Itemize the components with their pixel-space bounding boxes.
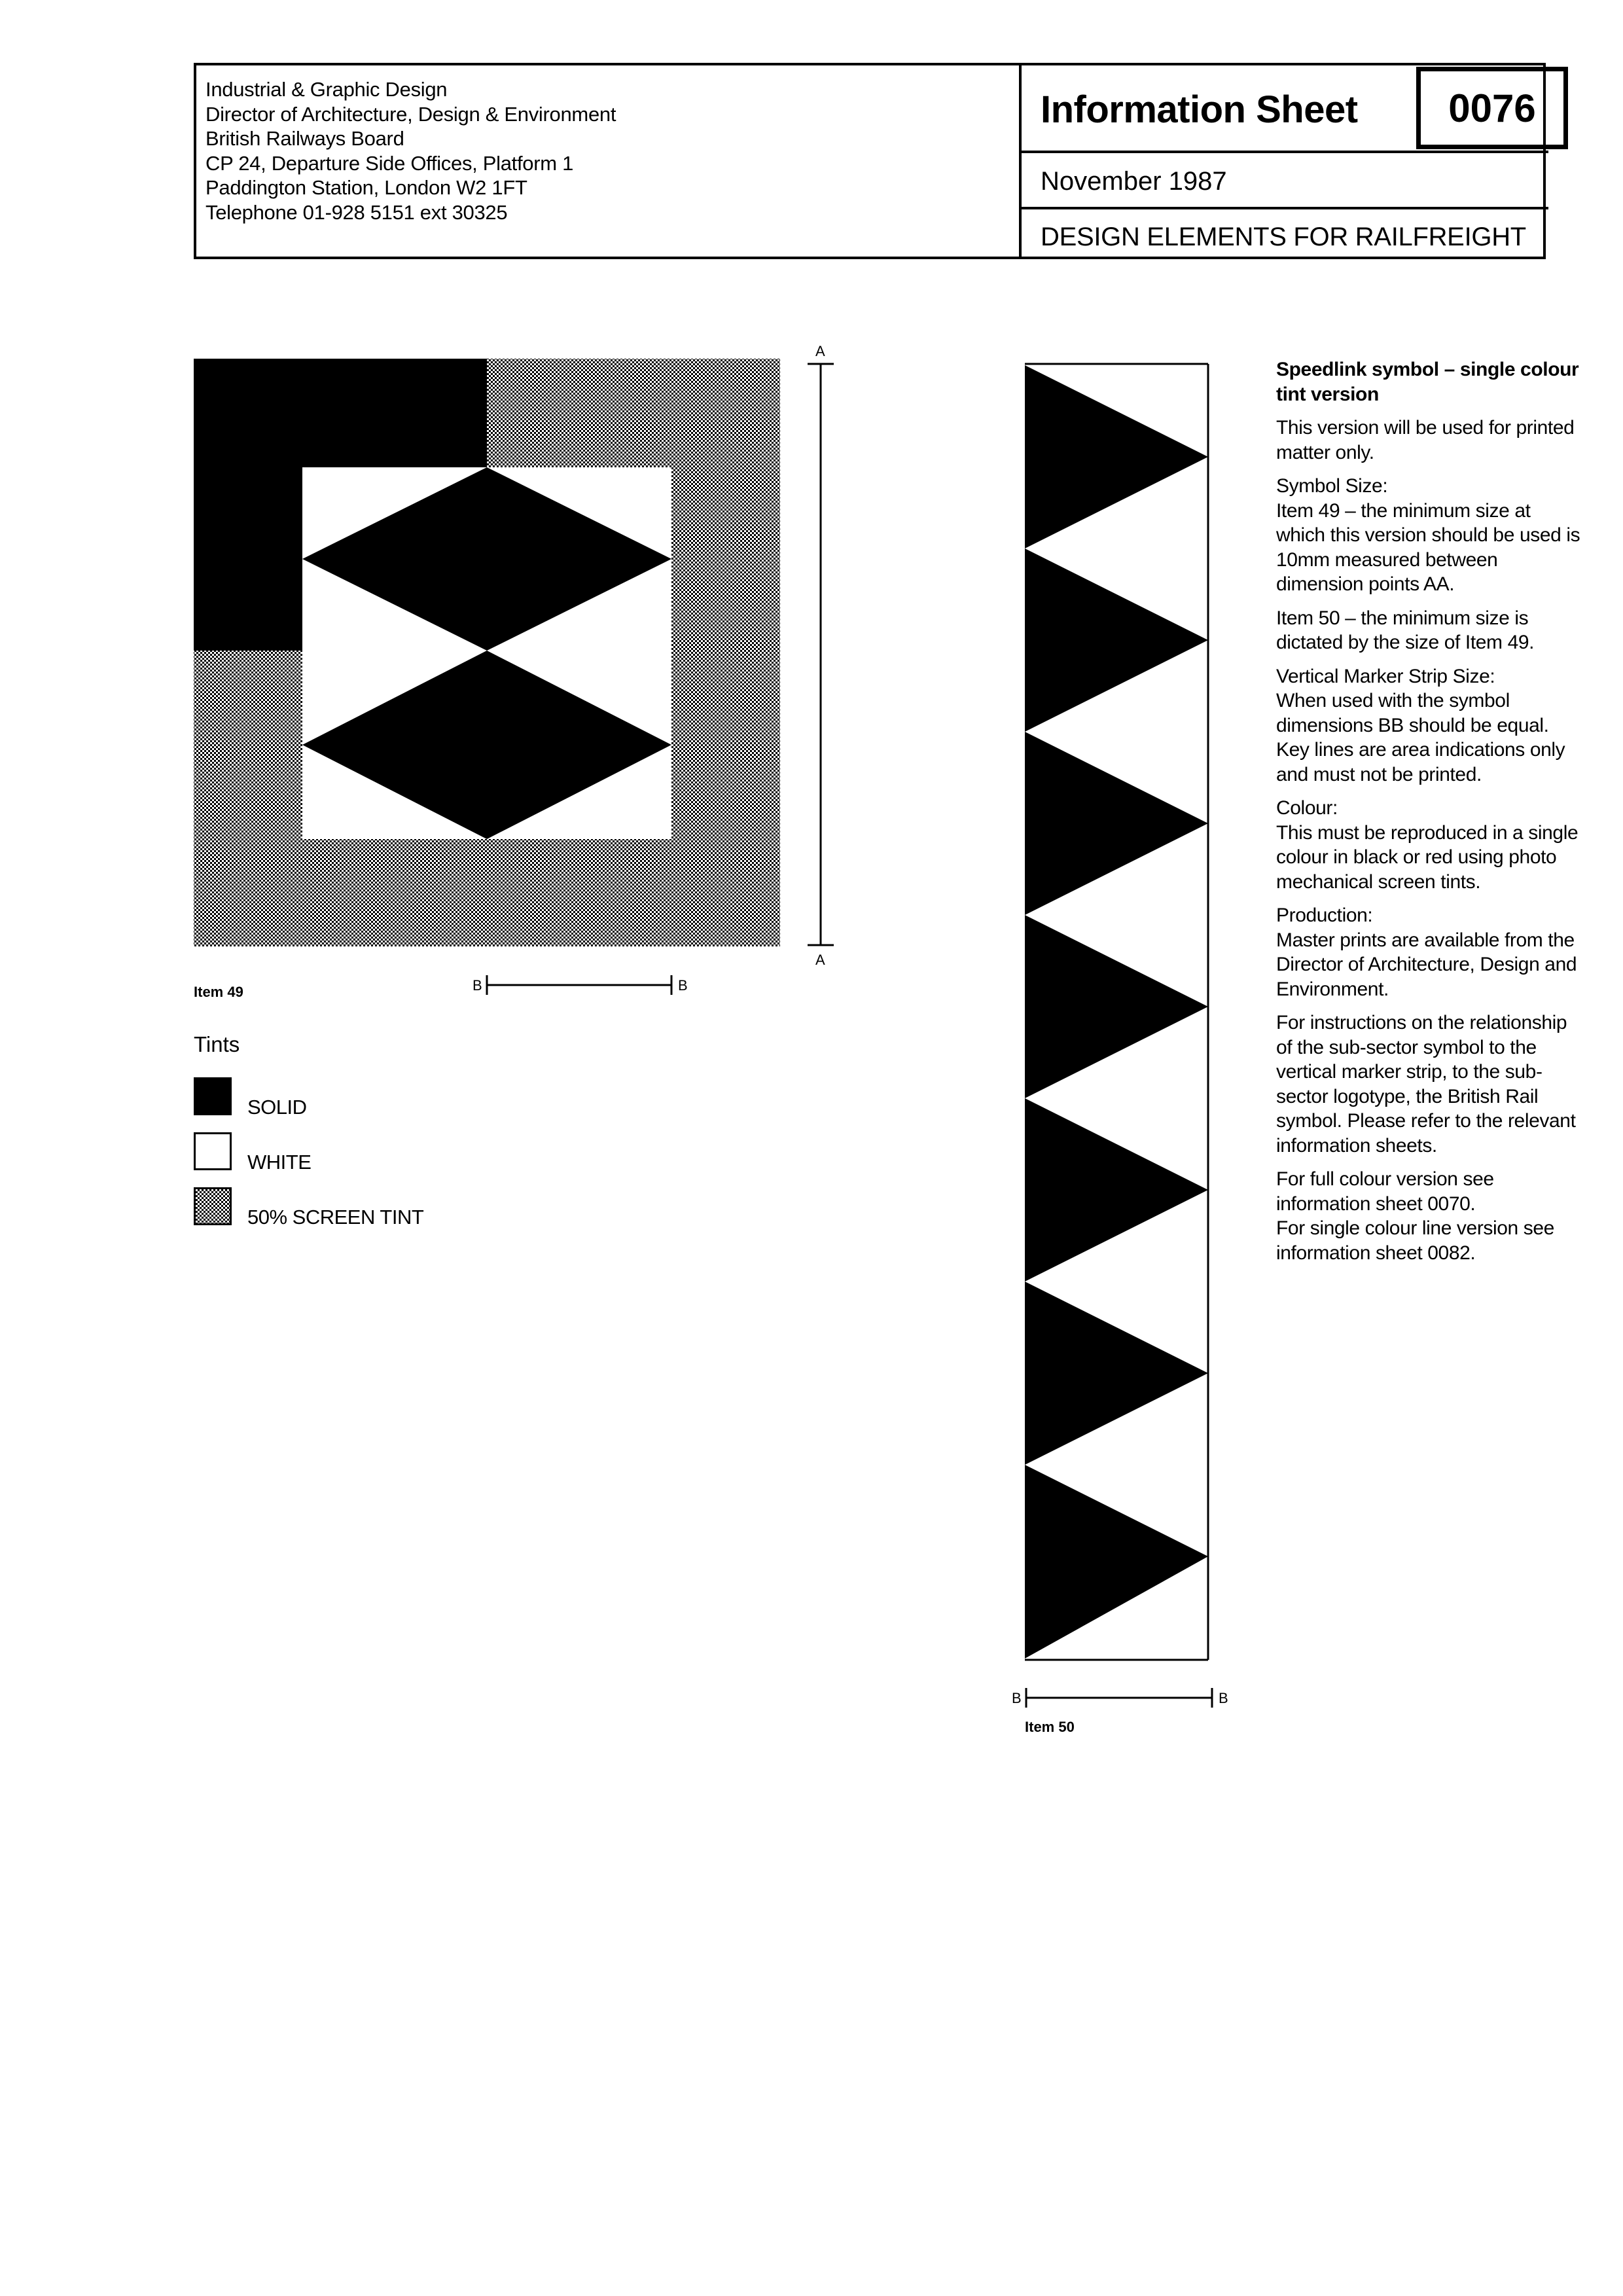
strip-triangle xyxy=(1025,548,1208,732)
strip-triangle xyxy=(1025,732,1208,915)
swatch-solid xyxy=(194,1077,232,1115)
description-paragraph: For single colour line version see information sheet 0082. xyxy=(1276,1217,1554,1264)
strip-triangle xyxy=(1025,1465,1208,1659)
tints-title: Tints xyxy=(194,1032,240,1056)
strip-triangle xyxy=(1025,1282,1208,1465)
strip-triangle xyxy=(1025,365,1208,548)
swatch-white xyxy=(194,1132,232,1170)
page-title: Information Sheet xyxy=(1041,88,1358,131)
description-paragraph: This must be reproduced in a single colour in black or red using photo mechanical screen tints. xyxy=(1276,821,1578,893)
dimension-b-item50 xyxy=(1026,1688,1212,1708)
dimension-b-label: B xyxy=(1219,1690,1228,1706)
dimension-b-label: B xyxy=(1012,1690,1022,1706)
description-heading: Speedlink symbol – single colour tint version xyxy=(1276,359,1579,405)
marker-strip xyxy=(1025,364,1208,1660)
strip-triangle xyxy=(1025,1098,1208,1282)
description-paragraph: Master prints are available from the Director of Architecture, Design and Environment. xyxy=(1276,929,1577,1000)
dimension-a-label: A xyxy=(815,952,825,968)
item49-label: Item 49 xyxy=(194,984,243,1000)
description-paragraph: For instructions on the relationship of the sub-sector symbol to the vertical marker strip, to the sub-sector logotype, the British Rail symbol. Please refer to the relevant information sheets. xyxy=(1276,1012,1576,1157)
description-paragraph: When used with the symbol dimensions BB should be equal. Key lines are area indications only and must not be printed. xyxy=(1276,690,1565,785)
dimension-b-item49 xyxy=(487,975,671,995)
address-line: CP 24, Departure Side Offices, Platform 1 xyxy=(205,151,574,175)
address-line: British Railways Board xyxy=(205,127,404,150)
sheet-subject: DESIGN ELEMENTS FOR RAILFREIGHT xyxy=(1041,223,1526,251)
item50-label: Item 50 xyxy=(1025,1719,1075,1735)
issue-date: November 1987 xyxy=(1041,167,1227,196)
description-column xyxy=(1276,357,1584,1274)
tint-label-white: WHITE xyxy=(247,1151,312,1174)
tint-label-solid: SOLID xyxy=(247,1096,307,1119)
address-line: Director of Architecture, Design & Environment xyxy=(205,102,616,126)
address-line: Industrial & Graphic Design xyxy=(205,78,448,101)
description-subheading: Production: xyxy=(1276,905,1373,926)
description-subheading: Vertical Marker Strip Size: xyxy=(1276,665,1495,687)
dimension-b-label: B xyxy=(678,977,688,994)
tint-label-screen: 50% SCREEN TINT xyxy=(247,1206,424,1229)
address-line: Paddington Station, London W2 1FT xyxy=(205,176,527,199)
description-paragraph: This version will be used for printed matter only. xyxy=(1276,417,1575,463)
description-paragraph: Item 49 – the minimum size at which this version should be used is 10mm measured between dimension points AA. xyxy=(1276,499,1580,595)
dimension-a-label: A xyxy=(815,343,825,359)
sheet-number: 0076 xyxy=(1416,67,1568,149)
dimension-b-label: B xyxy=(473,977,482,994)
dimension-a xyxy=(808,364,834,945)
address-line: Telephone 01-928 5151 ext 30325 xyxy=(205,200,508,224)
description-paragraph: For full colour version see information sheet 0070. xyxy=(1276,1168,1494,1215)
description-paragraph: Item 50 – the minimum size is dictated by the size of Item 49. xyxy=(1276,607,1535,653)
description-subheading: Symbol Size: xyxy=(1276,475,1388,497)
swatch-screen-tint xyxy=(194,1187,232,1225)
description-subheading: Colour: xyxy=(1276,797,1338,819)
strip-triangle xyxy=(1025,915,1208,1098)
